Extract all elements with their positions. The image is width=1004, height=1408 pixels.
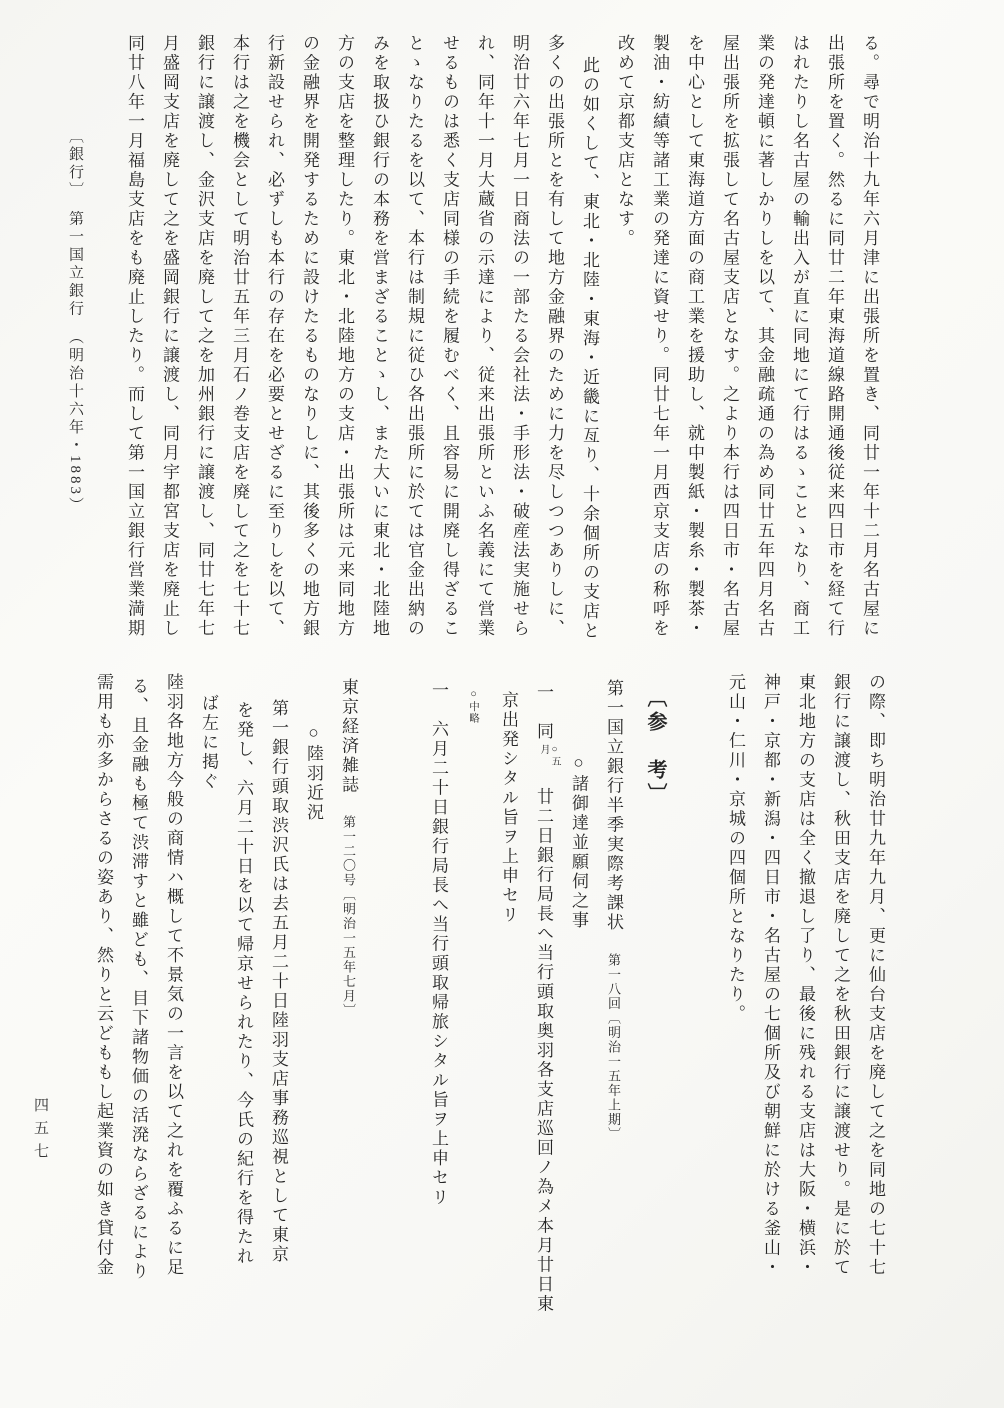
text-column: 神戸・京都・新潟・四日市・名古屋の七個所及び朝鮮に於ける釜山・ [761, 673, 780, 1278]
text-column: 改めて京都支店となす。 [615, 34, 634, 249]
text-column: 方の支店を整理したり。東北・北陸地方の支店・出張所は元来同地方 [335, 34, 354, 639]
text-column: 出張所を置く。然るに同廿二年東海道線路開通後従来四日市を経て行 [825, 34, 844, 639]
omission-mark: ○中略 [468, 689, 479, 724]
running-head: 〔銀行〕 第一国立銀行 （明治十六年・1883） [67, 128, 83, 515]
paragraph-start-column: 此の如くして、東北・北陸・東海・近畿に亙り、十余個所の支店と [580, 56, 599, 641]
inline-date-note: ○五月 [538, 743, 560, 767]
magazine-title: 東京経済雑誌 [339, 678, 358, 795]
report-title: 第一国立銀行半季実際考課状 [604, 679, 623, 933]
text-column: 銀行に譲渡し、秋田支店を廃して之を秋田銀行に譲渡せり。是に於て [831, 673, 850, 1278]
magazine-body-column: ば左に掲ぐ [199, 694, 218, 792]
text-column: 多くの出張所とを有して地方金融界のために力を尽しつつありしに、 [545, 34, 564, 639]
text-column: 銀行に譲渡し、金沢支店を廃して之を加州銀行に譲渡し、同廿七年七 [195, 34, 214, 639]
magazine-body-column: 第一銀行頭取渋沢氏は去五月二十日陸羽支店事務巡視として東京 [269, 699, 288, 1265]
text-column: はれたりし名古屋の輸出入が直に同地にて行はるゝことゝなり、商工 [790, 34, 809, 639]
magazine-body-column: を発し、六月二十日を以て帰京せられたり、今氏の紀行を得たれ [234, 701, 253, 1267]
text-column: とゝなりたるを以て、本行は制規に従ひ各出張所に於ては官金出納の [405, 34, 424, 639]
quoted-text-column: る、且金融も極て渋滞すと雖ども、目下諸物価の活溌ならざるにより [129, 677, 148, 1282]
main-text-lower [86, 673, 893, 1373]
magazine-issue-note: 第一二〇号〔明治一五年七月〕 [341, 815, 356, 1018]
text-column: せるものは悉く支店同様の手続を履むべく、且容易に開廃し得ざるこ [440, 34, 459, 639]
text-column: 同廿八年一月福島支店をも廃止したり。而して第一国立銀行営業満期 [125, 34, 144, 639]
report-item-column [526, 673, 561, 1373]
text-column: 月盛岡支店を廃して之を盛岡銀行に譲渡し、同月宇都宮支店を廃止し [160, 34, 179, 639]
text-column: 屋出張所を拡張して名古屋支店となす。之より本行は四日市・名古屋 [720, 34, 739, 639]
text-column: 本行は之を機会として明治廿五年三月石ノ巻支店を廃して之を七十七 [230, 34, 249, 639]
text-column: の金融界を開発するために設けたるものなりしに、其後多くの地方銀 [300, 34, 319, 639]
text-column: れ、同年十一月大蔵省の示達により、従来出張所といふ名義にて営業 [475, 34, 494, 639]
text-column: る。尋で明治十九年六月津に出張所を置き、同廿一年十二月名古屋に [860, 34, 879, 639]
text-column: みを取扱ひ銀行の本務を営まざることゝし、また大いに東北・北陸地 [370, 34, 389, 639]
reference-heading: 〔参 考〕 [644, 687, 666, 807]
text-column: の際、即ち明治廿九年九月、更に仙台支店を廃して之を同地の七十七 [866, 673, 885, 1278]
text-column: 行新設せられ、必ずしも本行の存在を必要とせざるに至りしを以て、 [265, 34, 284, 639]
report-title-column [596, 673, 631, 1373]
item-prefix: 一 同 [534, 683, 553, 742]
text-column: を中心として東海道方面の商工業を援助し、就中製紙・製糸・製茶・ [685, 34, 704, 639]
magazine-subhead: ○陸羽近況 [304, 723, 323, 823]
report-title-note: 第一八回〔明治一五年上期〕 [606, 952, 621, 1141]
quoted-text-column: 陸羽各地方今般の商情ハ概して不景気の一言を以て之れを覆ふるに足 [164, 673, 183, 1278]
magazine-title-column [331, 673, 366, 1373]
report-item-continuation: 京出発シタル旨ヲ上申セリ [499, 691, 518, 925]
text-column: 製油・紡績等諸工業の発達に資せり。同廿七年一月西京支店の称呼を [650, 34, 669, 639]
text-column: 元山・仁川・京城の四個所となりたり。 [726, 673, 745, 1024]
report-subhead: ○諸御達並願伺之事 [569, 753, 588, 931]
text-column: 業の発達頓に著しかりしを以て、其金融疏通の為め同廿五年四月名古 [755, 34, 774, 639]
page-number: 四五七 [32, 1097, 48, 1166]
report-item-column: 一 六月二十日銀行局長へ当行頭取帰旅シタル旨ヲ上申セリ [429, 681, 448, 1208]
quoted-text-column: 需用も亦多からさるの姿あり、然りと云どももし起業資の如き貸付金 [94, 673, 113, 1278]
text-column: 東北地方の支店は全く撤退し了り、最後に残れる支店は大阪・横浜・ [796, 673, 815, 1278]
main-text-upper [57, 34, 887, 654]
item-text: 廿二日銀行局長へ当行頭取奥羽各支店巡回ノ為メ本月廿日東 [534, 787, 553, 1314]
text-column: 明治廿六年七月一日商法の一部たる会社法・手形法・破産法実施せら [510, 34, 529, 639]
